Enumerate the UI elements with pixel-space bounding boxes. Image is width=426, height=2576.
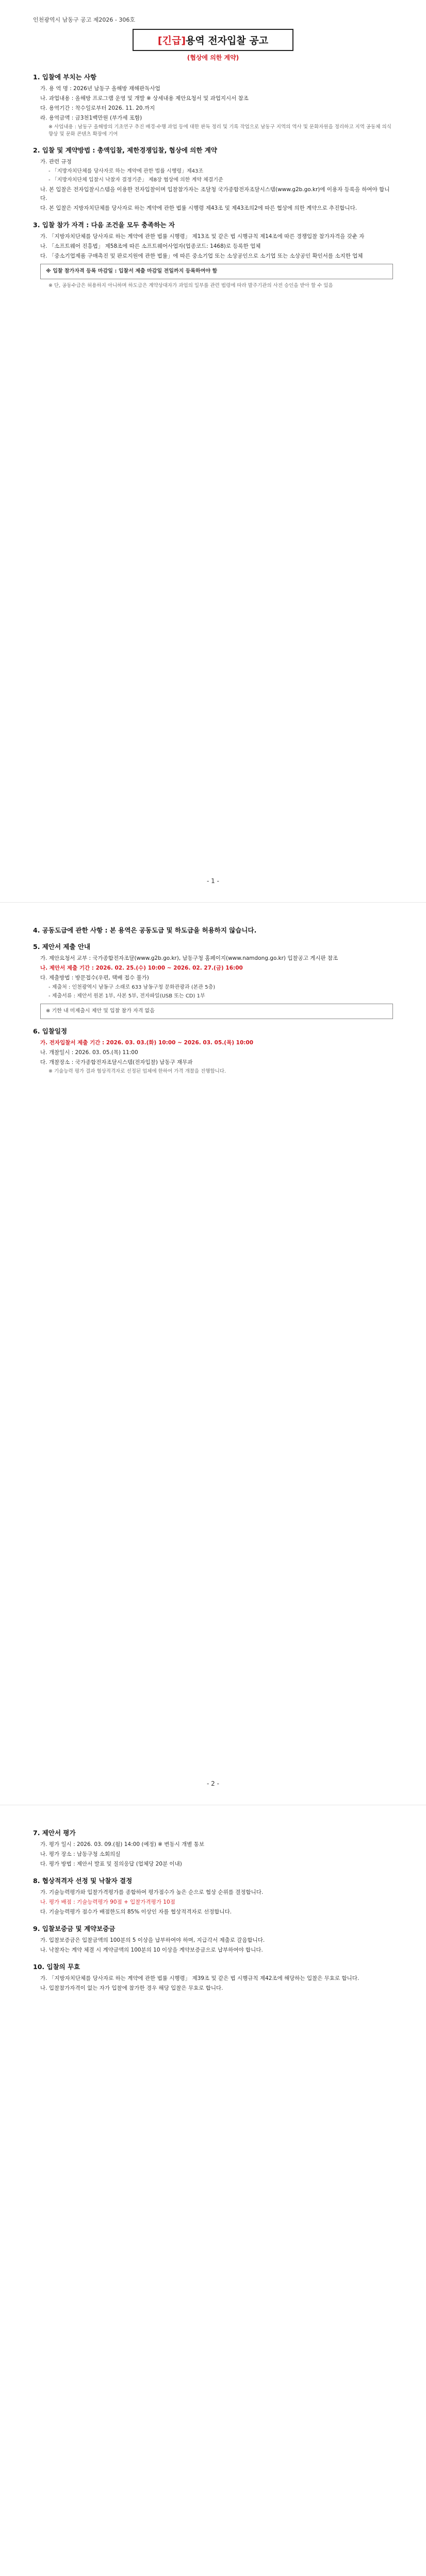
- s2-subitem: - 「지방자치단체 입찰시 낙찰자 결정기준」 제8장 협상에 의한 계약 체결기준: [48, 177, 223, 183]
- page-2: [0, 903, 426, 1805]
- s8-item: 가. 기술능력평가와 입찰가격평가를 종합하여 평가점수가 높은 순으로 협상 순위를 결정합니다.: [40, 1889, 264, 1895]
- section-8-heading: 8. 협상적격자 선정 및 낙찰자 결정: [33, 1877, 133, 1885]
- s5-sub: - 제출처 : 인천광역시 남동구 소래로 633 남동구청 문화관광과 (본관 5층): [48, 985, 216, 990]
- section-7-heading: 7. 제안서 평가: [33, 1829, 76, 1837]
- section-6-heading: 6. 입찰일정: [33, 1027, 68, 1035]
- notice-subtitle: (협상에 의한 계약): [187, 54, 239, 61]
- s5-warning: ※ 기한 내 미제출시 제안 및 입찰 참가 자격 없음: [40, 1004, 393, 1019]
- s7-item: 가. 평가 일시 : 2026. 03. 09.(월) 14:00 (예정) ※ 변동시 개별 통보: [40, 1841, 204, 1848]
- s1-note: ※ 사업내용 : 남동구 올해방의 기초연구 추진 배경·수행 과업 등에 대한 판독 정리 및 기록 작업으로 남동구 지역의 역사 및 문화자원을 정리하고 지역 공동체 의식 향상 및 문화 콘텐츠 확장에 기여: [48, 124, 391, 137]
- page-number: - 2 -: [207, 1780, 219, 1787]
- s2-item: 가. 관련 규정: [40, 159, 72, 165]
- s1-item: 다. 용역기간 : 착수일로부터 2026. 11. 20.까지: [40, 105, 155, 111]
- title-main: 용역 전자입찰 공고: [186, 35, 269, 46]
- s1-item: 가. 용 역 명 : 2026년 남동구 올해방 재해판독사업: [40, 86, 160, 92]
- section-3-heading: 3. 입찰 참가 자격 : 다음 조건을 모두 충족하는 자: [33, 221, 175, 229]
- section-5-heading: 5. 제안서 제출 안내: [33, 943, 91, 951]
- s3-note: ※ 단, 공동수급은 허용하지 아니하며 하도급은 계약상대자가 과업의 일부를 관련 법령에 따라 발주기관의 사전 승인을 받아 할 수 있음: [48, 283, 333, 289]
- document-number: 인천광역시 남동구 공고 제2026 - 306호: [33, 16, 135, 23]
- s3-item: 나. 「소프트웨어 진흥법」 제58조에 따른 소프트웨어사업자(업종코드: 1468)로 등록한 업체: [40, 243, 261, 249]
- s7-item: 다. 평가 방법 : 제안서 발표 및 질의응답 (업체당 20분 이내): [40, 1861, 182, 1867]
- section-9-heading: 9. 입찰보증금 및 계약보증금: [33, 1925, 116, 1933]
- s8-item: 다. 기술능력평가 점수가 배점한도의 85% 이상인 자를 협상적격자로 선정합니다.: [40, 1909, 232, 1915]
- s9-item: 가. 입찰보증금은 입찰금액의 100분의 5 이상을 납부하여야 하며, 지급각서 제출로 갈음합니다.: [40, 1937, 265, 1943]
- page-3: [0, 1805, 426, 2576]
- s2-item: 나. 본 입찰은 전자입찰시스템을 이용한 전자입찰이며 입찰참가자는 조달청 국가종합전자조달시스템(www.g2b.go.kr)에 이용자 등록을 하여야 합니다.: [40, 187, 390, 201]
- page-number: - 1 -: [207, 877, 219, 885]
- s2-subitem: - 「지방자치단체를 당사자로 하는 계약에 관한 법률 시행령」제43조: [48, 168, 204, 174]
- s1-item: 나. 과업내용 : 올해방 프로그램 운영 및 개발 ※ 상세내용 제안요청서 및 과업지시서 참조: [40, 95, 249, 101]
- title-prefix: [긴급]: [157, 35, 186, 46]
- s7-item: 나. 평가 장소 : 남동구청 소회의실: [40, 1851, 121, 1857]
- s2-item: 다. 본 입찰은 지방자치단체를 당사자로 하는 계약에 관한 법률 시행령 제43조 및 제43조의2에 따른 협상에 의한 계약으로 추진합니다.: [40, 205, 357, 211]
- s3-highlight: ※ 입찰 참가자격 등록 마감일 : 입찰서 제출 마감일 전일까지 등록하여야 함: [40, 264, 393, 279]
- s5-item: 다. 제출방법 : 방문접수(우편, 택배 접수 불가): [40, 975, 149, 981]
- s6-item: 가. 전자입찰서 제출 기간 : 2026. 03. 03.(화) 10:00 ~ 2026. 03. 05.(목) 10:00: [40, 1040, 254, 1046]
- section-4-heading: 4. 공동도급에 관한 사항 : 본 용역은 공동도급 및 하도급을 허용하지 않습니다.: [33, 926, 257, 934]
- s6-item: 다. 개찰장소 : 국가종합전자조달시스템(전자입찰) 남동구 재무과: [40, 1059, 193, 1065]
- section-2-heading: 2. 입찰 및 계약방법 : 총액입찰, 제한경쟁입찰, 협상에 의한 계약: [33, 146, 217, 154]
- s6-item: 나. 개찰일시 : 2026. 03. 05.(목) 11:00: [40, 1049, 138, 1056]
- s3-item: 다. 「중소기업제품 구매촉진 및 판로지원에 관한 법률」에 따른 중소기업 또는 소상공인으로 소기업 또는 소상공인 확인서를 소지한 업체: [40, 253, 363, 259]
- notice-title: [133, 29, 293, 51]
- s5-item: 가. 제안요청서 교부 : 국가종합전자조달(www.g2b.go.kr), 남동구청 홈페이지(www.namdong.go.kr) 입찰공고 게시판 참조: [40, 955, 338, 961]
- s5-item: 나. 제안서 제출 기간 : 2026. 02. 25.(수) 10:00 ~ 2026. 02. 27.(금) 16:00: [40, 965, 243, 971]
- section-10-heading: 10. 입찰의 무효: [33, 1963, 80, 1971]
- page-1: [0, 0, 426, 903]
- s1-item: 라. 용역금액 : 금3천1백만원 (부가세 포함): [40, 115, 142, 121]
- section-1-heading: 1. 입찰에 부치는 사항: [33, 73, 97, 81]
- s3-item: 가. 「지방자치단체를 당사자로 하는 계약에 관한 법률 시행령」 제13조 및 같은 법 시행규칙 제14조에 따른 경쟁입찰 참가자격을 갖춘 자: [40, 233, 365, 240]
- s10-item: 나. 입찰참가자격이 없는 자가 입찰에 참가한 경우 해당 입찰은 무효로 합니다.: [40, 1985, 223, 1991]
- s8-item: 나. 평가 배점 : 기술능력평가 90점 + 입찰가격평가 10점: [40, 1899, 175, 1905]
- s5-sub: - 제출서류 : 제안서 원본 1부, 사본 5부, 전자파일(USB 또는 CD) 1부: [48, 993, 205, 999]
- s6-note: ※ 기술능력 평가 결과 협상적격자로 선정된 업체에 한하여 가격 개찰을 진행합니다.: [48, 1069, 226, 1074]
- s9-item: 나. 낙찰자는 계약 체결 시 계약금액의 100분의 10 이상을 계약보증금으로 납부하여야 합니다.: [40, 1947, 263, 1953]
- s10-item: 가. 「지방자치단체를 당사자로 하는 계약에 관한 법률 시행령」 제39조 및 같은 법 시행규칙 제42조에 해당하는 입찰은 무효로 합니다.: [40, 1975, 359, 1981]
